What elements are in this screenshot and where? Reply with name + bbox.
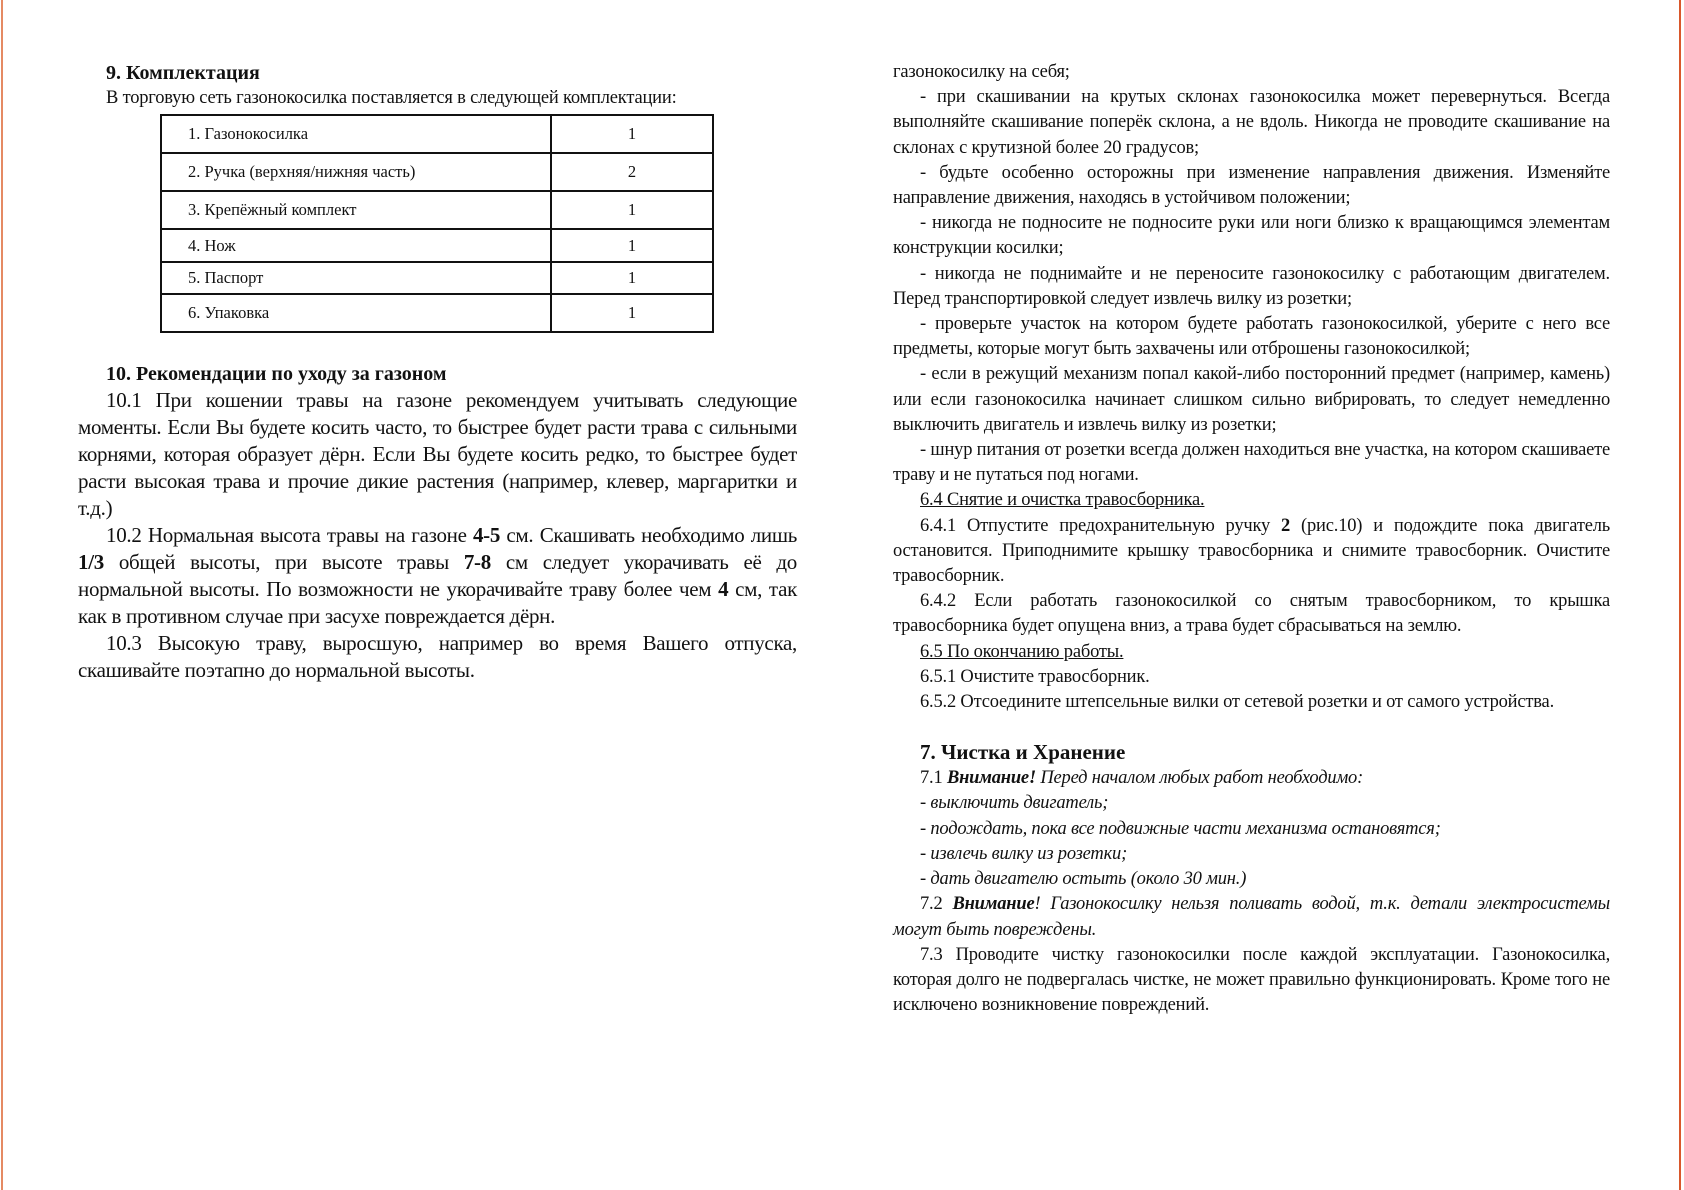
safety-item: - никогда не подносите не подносите руки или ноги близко к вращающимся элементам конструкции косилки;	[893, 213, 1610, 259]
bold-value: 4-5	[472, 523, 501, 547]
paragraph-6-5-1: 6.5.1 Очистите травосборник.	[920, 666, 1150, 687]
text-run: общей высоты, при высоте травы	[103, 550, 464, 574]
bold-value: 7-8	[463, 550, 491, 574]
precaution-item: - выключить двигатель;	[920, 793, 1109, 814]
text-run: ! Газонокосилку нельзя поливать водой, т.к. детали электросистемы могут быть повреждены.	[893, 894, 1610, 940]
paragraph-6-5-2: 6.5.2 Отсоедините штепсельные вилки от сетевой розетки и от самого устройства.	[920, 692, 1554, 713]
safety-item: - никогда не поднимайте и не переносите газонокосилку с работающим двигателем. Перед транспортировкой следует извлечь вилку из розетки;	[893, 263, 1610, 309]
left-page	[78, 60, 797, 684]
paragraph-6-4-2: 6.4.2 Если работать газонокосилкой со снятым травосборником, то крышка травосборника будет опущена вниз, а трава будет сбрасываться на землю.	[893, 591, 1610, 637]
kit-table	[160, 114, 714, 333]
paragraph-7-1	[893, 766, 1610, 791]
paragraph-6-4-1	[893, 514, 1610, 590]
precaution-item: - дать двигателю остыть (около 30 мин.)	[920, 869, 1247, 890]
kit-item: 3. Крепёжный комплект	[161, 191, 551, 229]
table-row	[161, 229, 713, 262]
precaution-item: - извлечь вилку из розетки;	[920, 843, 1128, 864]
section-9-intro: В торговую сеть газонокосилка поставляется в следующей комплектации:	[106, 88, 677, 108]
kit-qty: 1	[551, 115, 713, 153]
text-run: Перед началом любых работ необходимо:	[1035, 768, 1364, 789]
bold-value: 2	[1281, 515, 1291, 536]
kit-qty: 1	[551, 229, 713, 262]
section-7-title: 7. Чистка и Хранение	[920, 740, 1126, 765]
warning-label: Внимание!	[946, 768, 1036, 789]
text-run: 7.1	[920, 768, 947, 789]
text-run: 10.2 Нормальная высота травы на газоне	[106, 523, 473, 547]
kit-item: 1. Газонокосилка	[161, 115, 551, 153]
kit-qty: 2	[551, 153, 713, 191]
text-run: см, так как в противном случае при засухе повреждается дёрн.	[78, 577, 797, 628]
subsection-6-4-title: 6.4 Снятие и очистка травосборника.	[920, 490, 1205, 511]
text-run: см следует укорачивать её до нормальной высоты. По возможности не укорачивайте траву более чем	[78, 550, 797, 601]
safety-item: - проверьте участок на котором будете работать газонокосилкой, уберите с него все предметы, которые могут быть захвачены или отброшены газонокосилкой;	[893, 314, 1610, 360]
kit-item: 4. Нож	[161, 229, 551, 262]
precaution-item: - подождать, пока все подвижные части механизма остановятся;	[920, 818, 1441, 839]
paragraph-10-2	[78, 522, 797, 630]
safety-item: - при скашивании на крутых склонах газонокосилка может перевернуться. Всегда выполняйте скашивание поперёк склона, а не вдоль. Никогда не проводите скашивание на склонах с крутизной более 20 градусов;	[893, 87, 1610, 158]
kit-qty: 1	[551, 294, 713, 332]
bold-value: 4	[718, 577, 729, 601]
paragraph-10-3: 10.3 Высокую траву, выросшую, например во время Вашего отпуска, скашивайте поэтапно до нормальной высоты.	[78, 631, 797, 682]
page-border-left	[1, 0, 3, 1190]
table-row	[161, 262, 713, 294]
text-run: 7.2	[920, 894, 953, 915]
section-9-title: 9. Комплектация	[106, 62, 260, 84]
kit-qty: 1	[551, 262, 713, 294]
table-row	[161, 115, 713, 153]
safety-item: - если в режущий механизм попал какой-либо посторонний предмет (например, камень) или если газонокосилка начинает слишком сильно вибрировать, то следует немедленно выключить двигатель и извлечь вилку из розетки;	[893, 364, 1610, 435]
kit-item: 2. Ручка (верхняя/нижняя часть)	[161, 153, 551, 191]
table-row	[161, 294, 713, 332]
bold-value: 1/3	[78, 550, 104, 574]
warning-label: Внимание	[952, 894, 1035, 915]
text-run: см. Скашивать необходимо лишь	[500, 523, 797, 547]
table-row	[161, 191, 713, 229]
paragraph-7-3: 7.3 Проводите чистку газонокосилки после каждой эксплуатации. Газонокосилка, которая долго не подвергалась чистке, не может правильно функционировать. Кроме того не исключено возникновение повреждений.	[893, 944, 1610, 1016]
section-10-title: 10. Рекомендации по уходу за газоном	[106, 363, 447, 385]
right-page	[893, 60, 1610, 1018]
continued-text: газонокосилку на себя;	[893, 62, 1070, 82]
kit-item: 6. Упаковка	[161, 294, 551, 332]
text-run: 6.4.1 Отпустите предохранительную ручку	[920, 515, 1282, 536]
kit-item: 5. Паспорт	[161, 262, 551, 294]
section-10	[78, 361, 797, 684]
text-run: (рис.10) и подождите пока двигатель остановится. Приподнимите крышку травосборника и снимите травосборник. Очистите травосборник.	[893, 515, 1610, 587]
subsection-6-5-title: 6.5 По окончанию работы.	[920, 641, 1124, 662]
safety-item: - будьте особенно осторожны при изменение направления движения. Изменяйте направление движения, находясь в устойчивом положении;	[893, 162, 1610, 209]
paragraph-7-2	[893, 892, 1610, 942]
table-row	[161, 153, 713, 191]
safety-item: - шнур питания от розетки всегда должен находиться вне участка, на котором скашиваете траву и не путаться под ногами.	[893, 440, 1610, 486]
paragraph-10-1: 10.1 При кошении травы на газоне рекомендуем учитывать следующие моменты. Если Вы будете косить часто, то быстрее будет расти трава с сильными корнями, которая образует дёрн. Если Вы будете косить редко, то быстрее будет расти высокая трава и прочие дикие растения (например, клевер, маргаритки и т.д.)	[78, 388, 797, 520]
page-border-right	[1679, 0, 1681, 1190]
kit-qty: 1	[551, 191, 713, 229]
